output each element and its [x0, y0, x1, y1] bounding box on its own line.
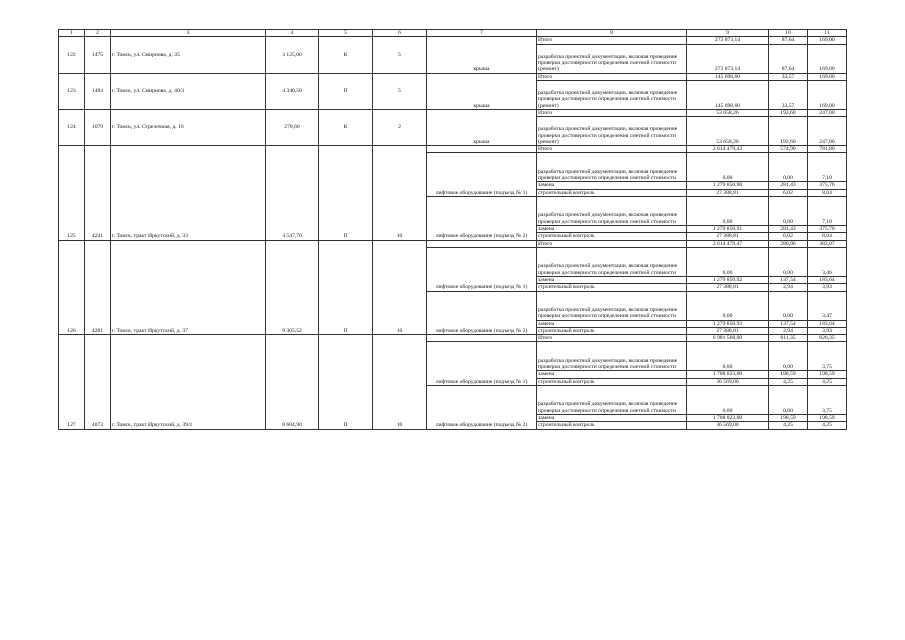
cost-total: 36 569,00 [687, 422, 769, 429]
house-area: 278,60 [266, 109, 319, 145]
cost-per-sqm: 0,00 [769, 197, 808, 226]
cost-total: 27 388,81 [687, 327, 769, 334]
cost-limit-per-sqm: 8,04 [808, 233, 847, 240]
work-stage-label: разработка проектной документации, включая проведение проверки достоверности определения сметной стоимости [537, 291, 687, 320]
cost-limit-per-sqm: 183,64 [808, 320, 847, 327]
house-address: г. Томск, ул. Стрелочная, д. 16 [111, 109, 266, 145]
cost-limit-per-sqm: 169,00 [808, 73, 847, 80]
house-code: 1475 [85, 37, 111, 73]
cost-limit-per-sqm: 382,07 [808, 240, 847, 247]
house-address: г. Томск, ул. Смирнова, д. 40/3 [111, 73, 266, 109]
cost-limit-per-sqm: 169,00 [808, 37, 847, 44]
cost-per-sqm: 198,59 [769, 415, 808, 422]
work-stage-label: замена [537, 371, 687, 378]
cost-per-sqm: 281,43 [769, 226, 808, 233]
cost-total: 1 708 823,00 [687, 371, 769, 378]
column-number-row [59, 30, 847, 37]
floor-count: 10 [373, 335, 427, 429]
cost-per-sqm: 198,59 [769, 371, 808, 378]
work-stage-label: разработка проектной документации, включая проведение проверки достоверности определения сметной стоимости [537, 197, 687, 226]
cost-limit-per-sqm: 375,76 [808, 226, 847, 233]
cost-limit-per-sqm: 3,75 [808, 342, 847, 371]
cost-limit-per-sqm: 247,00 [808, 109, 847, 116]
floor-count: 5 [373, 37, 427, 73]
work-stage-label: замена [537, 182, 687, 189]
house-address: г. Томск, тракт Иркутский, д. 39/1 [111, 335, 266, 429]
work-type: крыша [427, 37, 537, 73]
house-code: 4073 [85, 335, 111, 429]
floor-count: 2 [373, 109, 427, 145]
work-type-empty [427, 240, 537, 247]
work-stage-label: замена [537, 276, 687, 283]
column-number-header: 9 [687, 30, 769, 37]
cost-total: 1 708 823,00 [687, 415, 769, 422]
cost-limit-per-sqm: 3,46 [808, 247, 847, 276]
work-stage-label: строительный контроль [537, 233, 687, 240]
house-address: г. Томск, ул. Смирнова, д. 35 [111, 37, 266, 73]
table-row [59, 37, 847, 44]
cost-total: 53 658,26 [687, 109, 769, 116]
cost-per-sqm: 33,57 [769, 80, 808, 109]
cost-total: 145 698,60 [687, 73, 769, 80]
column-number-header: 10 [769, 30, 808, 37]
cost-limit-per-sqm: 8,04 [808, 189, 847, 196]
cost-total: 27 388,81 [687, 233, 769, 240]
work-stage-label: разработка проектной документации, включая проведение проверки достоверности определения сметной стоимости (ремонт) [537, 80, 687, 109]
work-stage-label: строительный контроль [537, 284, 687, 291]
house-code: 1484 [85, 73, 111, 109]
house-code: 4241 [85, 146, 111, 240]
floor-count: 10 [373, 240, 427, 334]
cost-total: 1 279 850,91 [687, 226, 769, 233]
work-stage-label: Итого [537, 37, 687, 44]
cost-total: 1 279 850,92 [687, 276, 769, 283]
house-area: 4 340,50 [266, 73, 319, 109]
work-type-empty [427, 335, 537, 342]
cost-total: 2 614 479,43 [687, 146, 769, 153]
column-number-header: 11 [808, 30, 847, 37]
column-number-header: 2 [85, 30, 111, 37]
cost-limit-per-sqm: 169,00 [808, 80, 847, 109]
floor-count: 5 [373, 73, 427, 109]
wall-type: П [319, 146, 373, 240]
row-number: 125 [59, 146, 85, 240]
cost-limit-per-sqm: 826,35 [808, 335, 847, 342]
work-stage-label: замена [537, 226, 687, 233]
column-number-header: 5 [319, 30, 373, 37]
cost-per-sqm: 280,96 [769, 240, 808, 247]
house-code: 1079 [85, 109, 111, 145]
wall-type: П [319, 240, 373, 334]
work-stage-label: Итого [537, 335, 687, 342]
cost-per-sqm: 6,02 [769, 233, 808, 240]
cost-limit-per-sqm: 3,47 [808, 291, 847, 320]
cost-limit-per-sqm: 3,75 [808, 386, 847, 415]
house-code: 4281 [85, 240, 111, 334]
column-number-header: 8 [537, 30, 687, 37]
wall-type: П [319, 335, 373, 429]
cost-per-sqm: 0,00 [769, 153, 808, 182]
work-type: крыша [427, 109, 537, 145]
wall-type: К [319, 109, 373, 145]
column-number-header: 4 [266, 30, 319, 37]
table-row [59, 73, 847, 80]
cost-total: 53 658,26 [687, 117, 769, 146]
work-stage-label: разработка проектной документации, включая проведение проверки достоверности определения сметной стоимости [537, 342, 687, 371]
cost-total: 27 388,81 [687, 189, 769, 196]
cost-total: 1 279 850,93 [687, 320, 769, 327]
cost-per-sqm: 4,25 [769, 378, 808, 385]
house-address: г. Томск, тракт Иркутский, д. 37 [111, 240, 266, 334]
column-number-header: 6 [373, 30, 427, 37]
cost-total: 145 698,60 [687, 80, 769, 109]
cost-per-sqm: 0,00 [769, 291, 808, 320]
cost-limit-per-sqm: 781,80 [808, 146, 847, 153]
cost-total: 0,00 [687, 197, 769, 226]
cost-total: 0,00 [687, 153, 769, 182]
work-stage-label: строительный контроль [537, 189, 687, 196]
work-stage-label: разработка проектной документации, включая проведение проверки достоверности определения сметной стоимости (ремонт) [537, 117, 687, 146]
work-type-empty [427, 146, 537, 153]
row-number: 124 [59, 109, 85, 145]
cost-per-sqm: 6,02 [769, 189, 808, 196]
cost-per-sqm: 0,00 [769, 247, 808, 276]
cost-total: 273 873,14 [687, 37, 769, 44]
work-stage-label: строительный контроль [537, 378, 687, 385]
work-stage-label: разработка проектной документации, включая проведение проверки достоверности определения сметной стоимости [537, 386, 687, 415]
work-stage-label: Итого [537, 73, 687, 80]
work-type: лифтовое оборудование (подъезд № 1) [427, 153, 537, 197]
cost-per-sqm: 87,64 [769, 44, 808, 73]
row-number: 126 [59, 240, 85, 334]
house-area: 8 604,90 [266, 335, 319, 429]
cost-limit-per-sqm: 3,93 [808, 284, 847, 291]
floor-count: 10 [373, 146, 427, 240]
work-type: лифтовое оборудование (подъезд № 2) [427, 291, 537, 335]
cost-limit-per-sqm: 375,76 [808, 182, 847, 189]
work-stage-label: замена [537, 320, 687, 327]
cost-total: 273 873,14 [687, 44, 769, 73]
cost-per-sqm: 0,00 [769, 342, 808, 371]
house-area: 4 547,70 [266, 146, 319, 240]
cost-per-sqm: 137,54 [769, 276, 808, 283]
work-type: лифтовое оборудование (подъезд № 1) [427, 247, 537, 291]
cost-limit-per-sqm: 7,10 [808, 153, 847, 182]
work-type: лифтовое оборудование (подъезд № 2) [427, 386, 537, 430]
row-number: 127 [59, 335, 85, 429]
work-stage-label: разработка проектной документации, включая проведение проверки достоверности определения сметной стоимости (ремонт) [537, 44, 687, 73]
table-body [59, 30, 847, 430]
cost-total: 0,00 [687, 342, 769, 371]
table-row [59, 335, 847, 342]
cost-total: 0,00 [687, 386, 769, 415]
cost-limit-per-sqm: 4,25 [808, 378, 847, 385]
cost-total: 1 279 850,90 [687, 182, 769, 189]
cost-limit-per-sqm: 198,59 [808, 371, 847, 378]
cost-per-sqm: 2,94 [769, 327, 808, 334]
cost-total: 27 388,81 [687, 284, 769, 291]
cost-total: 36 569,00 [687, 378, 769, 385]
cost-total: 6 981 568,00 [687, 335, 769, 342]
row-number: 123 [59, 73, 85, 109]
work-type: лифтовое оборудование (подъезд № 2) [427, 197, 537, 241]
house-area: 3 125,00 [266, 37, 319, 73]
cost-limit-per-sqm: 183,64 [808, 276, 847, 283]
row-number: 122 [59, 37, 85, 73]
work-stage-label: Итого [537, 146, 687, 153]
table-row [59, 109, 847, 116]
cost-per-sqm: 137,54 [769, 320, 808, 327]
work-type: крыша [427, 73, 537, 109]
table-row [59, 146, 847, 153]
column-number-header: 1 [59, 30, 85, 37]
house-address: г. Томск, тракт Иркутский, д. 33 [111, 146, 266, 240]
cost-limit-per-sqm: 198,59 [808, 415, 847, 422]
work-stage-label: замена [537, 415, 687, 422]
wall-type: П [319, 73, 373, 109]
cost-per-sqm: 281,43 [769, 182, 808, 189]
cost-per-sqm: 0,00 [769, 386, 808, 415]
work-stage-label: разработка проектной документации, включая проведение проверки достоверности определения сметной стоимости [537, 247, 687, 276]
cost-limit-per-sqm: 3,93 [808, 327, 847, 334]
work-stage-label: строительный контроль [537, 327, 687, 334]
column-number-header: 3 [111, 30, 266, 37]
cost-per-sqm: 192,60 [769, 117, 808, 146]
cost-limit-per-sqm: 4,25 [808, 422, 847, 429]
wall-type: К [319, 37, 373, 73]
house-area: 9 305,52 [266, 240, 319, 334]
cost-per-sqm: 811,35 [769, 335, 808, 342]
cost-total: 0,00 [687, 291, 769, 320]
cost-per-sqm: 4,25 [769, 422, 808, 429]
cost-per-sqm: 192,60 [769, 109, 808, 116]
cost-total: 0,00 [687, 247, 769, 276]
work-stage-label: Итого [537, 109, 687, 116]
column-number-header: 7 [427, 30, 537, 37]
work-stage-label: разработка проектной документации, включая проведение проверки достоверности определения сметной стоимости [537, 153, 687, 182]
cost-limit-per-sqm: 7,10 [808, 197, 847, 226]
work-stage-label: строительный контроль [537, 422, 687, 429]
work-type: лифтовое оборудование (подъезд № 1) [427, 342, 537, 386]
cost-limit-per-sqm: 169,00 [808, 44, 847, 73]
cost-per-sqm: 33,57 [769, 73, 808, 80]
repair-plan-table [58, 29, 847, 430]
cost-per-sqm: 87,64 [769, 37, 808, 44]
cost-limit-per-sqm: 247,00 [808, 117, 847, 146]
cost-per-sqm: 574,90 [769, 146, 808, 153]
table-row [59, 240, 847, 247]
cost-total: 2 614 479,47 [687, 240, 769, 247]
cost-per-sqm: 2,94 [769, 284, 808, 291]
work-stage-label: Итого [537, 240, 687, 247]
